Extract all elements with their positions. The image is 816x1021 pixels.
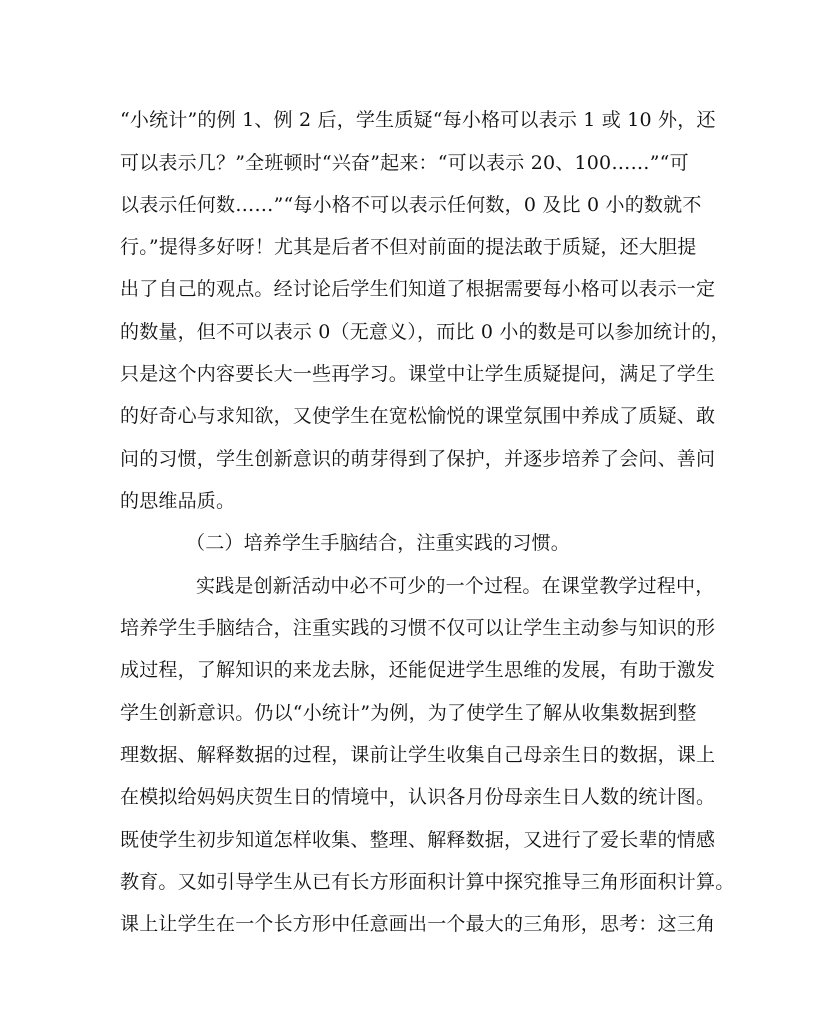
section-heading: （二）培养学生手脑结合，注重实践的习惯。 <box>186 532 571 554</box>
text-line: 的思维品质。 <box>120 490 236 512</box>
text-line: 既使学生初步知道怎样收集、整理、解释数据，又进行了爱长辈的情感 <box>120 829 716 851</box>
text-line: 成过程，了解知识的来龙去脉，还能促进学生思维的发展，有助于激发 <box>120 659 716 681</box>
text-line: 教育。又如引导学生从已有长方形面积计算中探究推导三角形面积计算。 <box>120 871 735 893</box>
text-line: 的好奇心与求知欲，又使学生在宽松愉悦的课堂氛围中养成了质疑、敢 <box>120 405 716 427</box>
text-line: 的数量，但不可以表示 0（无意义），而比 0 小的数是可以参加统计的， <box>120 321 730 343</box>
text-line: 培养学生手脑结合，注重实践的习惯不仅可以让学生主动参与知识的形 <box>120 617 716 639</box>
text-line: 课上让学生在一个长方形中任意画出一个最大的三角形，思考：这三角 <box>120 913 716 935</box>
text-line: 行。”提得多好呀！尤其是后者不但对前面的提法敢于质疑，还大胆提 <box>120 236 697 258</box>
text-line: “小统计”的例 1、例 2 后，学生质疑“每小格可以表示 1 或 10 外，还 <box>120 109 716 131</box>
text-line: 学生创新意识。仍以“小统计”为例，为了使学生了解从收集数据到整 <box>120 702 697 724</box>
text-line: 在模拟给妈妈庆贺生日的情境中，认识各月份母亲生日人数的统计图。 <box>120 786 716 808</box>
text-line: 只是这个内容要长大一些再学习。课堂中让学生质疑提问，满足了学生 <box>120 363 716 385</box>
text-line: 出了自己的观点。经讨论后学生们知道了根据需要每小格可以表示一定 <box>120 278 716 300</box>
text-line: 以表示任何数……”“每小格不可以表示任何数，0 及比 0 小的数就不 <box>120 194 702 216</box>
text-line: 实践是创新活动中必不可少的一个过程。在课堂教学过程中， <box>196 575 715 597</box>
text-line: 理数据、解释数据的过程，课前让学生收集自己母亲生日的数据，课上 <box>120 744 716 766</box>
text-line: 问的习惯，学生创新意识的萌芽得到了保护，并逐步培养了会问、善问 <box>120 448 716 470</box>
text-line: 可以表示几？”全班顿时“兴奋”起来：“可以表示 20、100……”“可 <box>120 152 689 174</box>
